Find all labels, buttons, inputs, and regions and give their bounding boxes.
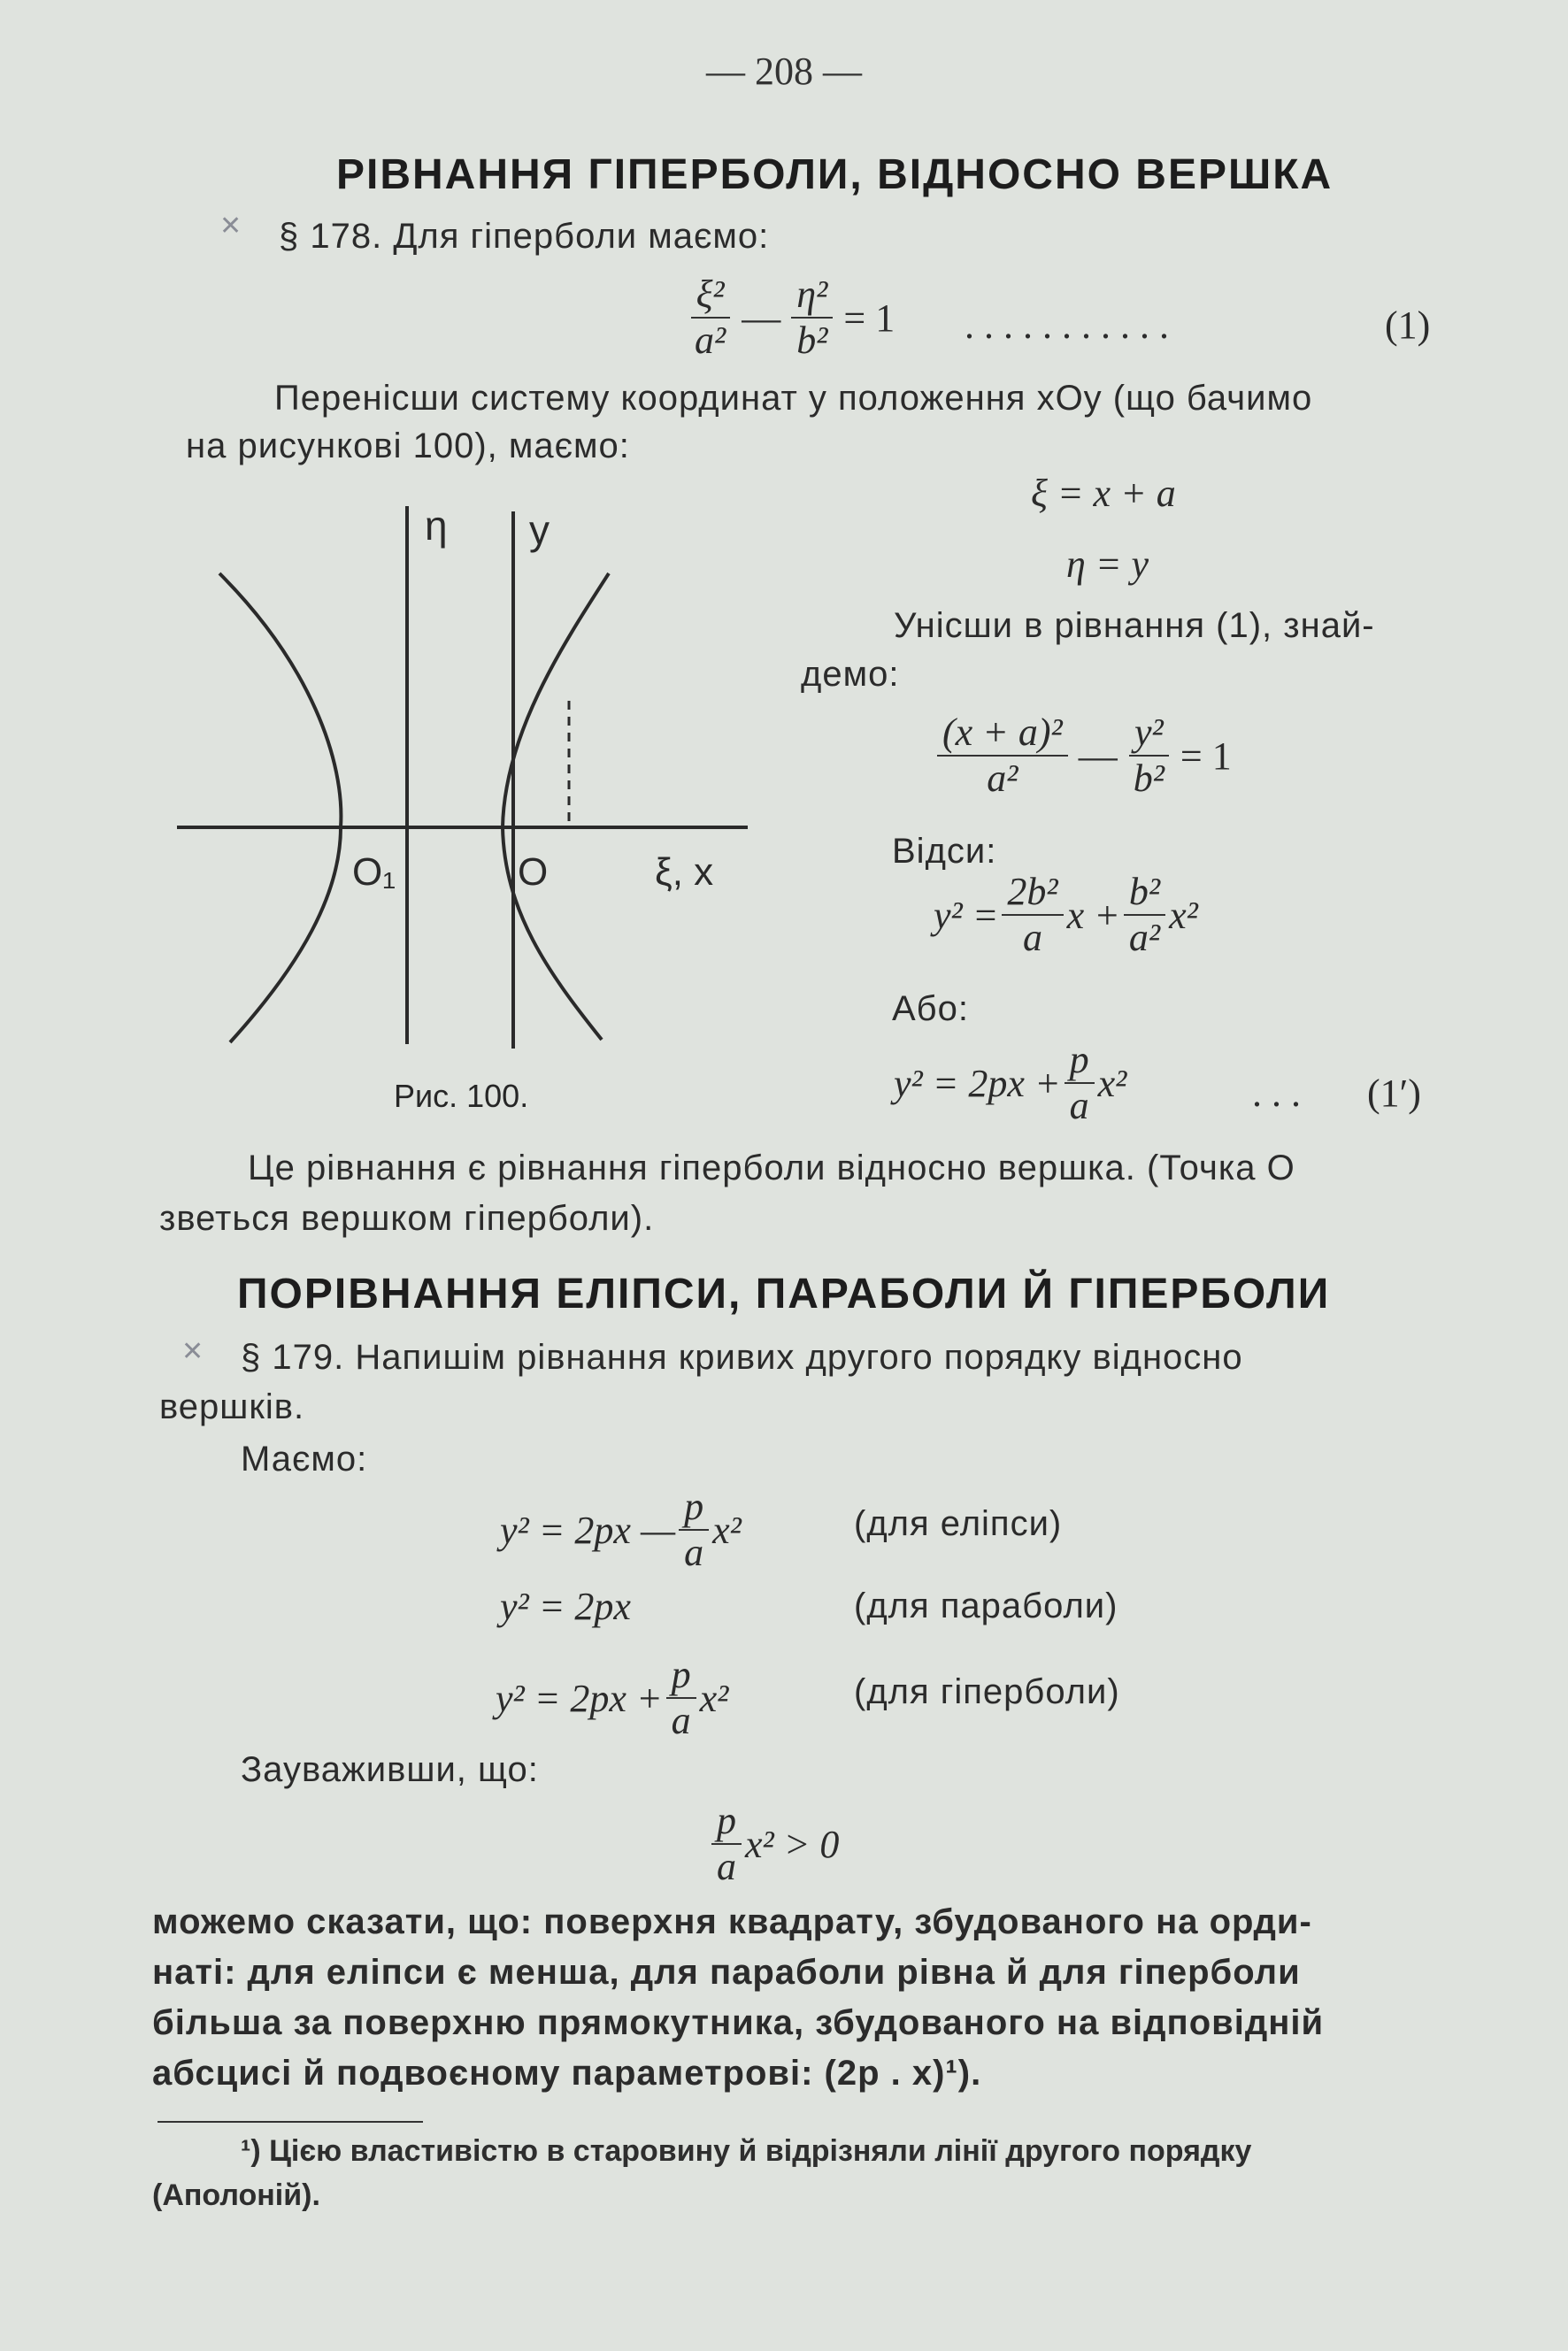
equation-1-prime: y² = 2px + $\frac{p}{a}$ x² <box>894 1038 1127 1128</box>
substitute-text-line2: демо: <box>801 655 900 694</box>
noting-label: Зауваживши, що: <box>241 1750 539 1789</box>
equation-1-leader: . . . . . . . . . . . <box>965 303 1169 347</box>
hence-label: Відси: <box>892 832 997 871</box>
equation-1-prime-leader: . . . <box>1252 1072 1301 1115</box>
closing-text-line2: зветься вершком гіперболи). <box>159 1199 655 1238</box>
label-y: y <box>529 507 550 553</box>
paragraph-mark: § 179. <box>241 1338 345 1377</box>
intro-text: Напишім рівнання кривих другого порядку відносно <box>355 1338 1243 1377</box>
conclusion-line3: більша за поверхню прямокутника, збудованого на відповідній <box>152 2003 1325 2042</box>
footnote-rule <box>158 2121 423 2123</box>
paragraph-179-line2: вершків. <box>159 1387 305 1426</box>
equation-1: $\frac{\text{ξ²}}{\text{a²}}$ — $\frac{\text{η²}}{\text{b²}}$ = 1 <box>686 274 902 361</box>
pencil-mark-icon: ✕ <box>181 1336 204 1367</box>
note-ellipse: (для елiпси) <box>854 1504 1063 1543</box>
page-number: — 208 — <box>706 50 862 93</box>
fraction-xi-over-a: $\frac{\text{ξ²}}{\text{a²}}$ <box>689 274 731 361</box>
inequality: $\frac{p}{a}$ x² > 0 <box>708 1801 839 1887</box>
or-label: Або: <box>892 989 969 1028</box>
conclusion-line2: наті: для еліпси є менша, для параболи рівна й для гіперболи <box>152 1953 1301 1992</box>
footnote-line1: ¹) Цією властивістю в старовину й відрізняли лінії другого порядку <box>241 2134 1252 2168</box>
conclusion-line4: абсцисі й подвоєному параметрові: (2p . x)¹). <box>152 2054 982 2093</box>
equation-parabola: y² = 2px <box>500 1585 631 1628</box>
hyperbola-left-branch <box>219 573 341 1042</box>
substitution-eta: η = y <box>1066 542 1149 586</box>
paragraph-179-line1 <box>241 1338 1243 1378</box>
equation-2: $\frac{\text{(x + a)²}}{\text{a²}}$ — $\frac{\text{y²}}{\text{b²}}$ = 1 <box>934 712 1239 799</box>
hyperbola-right-branch <box>503 573 609 1040</box>
closing-text-line1: Це рівнання є рівнання гіперболи відносно вершка. (Точка O <box>248 1149 1295 1187</box>
paragraph-mark: § 178. <box>279 217 383 256</box>
equation-ellipse: y² = 2px — $\frac{p}{a}$ x² <box>500 1485 742 1575</box>
fraction-eta-over-b: $\frac{\text{η²}}{\text{b²}}$ <box>791 274 833 361</box>
hyperbola-figure <box>159 496 779 1062</box>
conclusion-line1: можемо сказати, що: поверхня квадрату, збудованого на орди- <box>152 1902 1312 1941</box>
paragraph-178-intro <box>279 217 769 257</box>
substitute-text-line1: Унісши в рівнання (1), знай- <box>894 606 1375 645</box>
footnote-line2: (Аполоній). <box>152 2178 320 2212</box>
label-O1: O₁ <box>352 850 396 894</box>
transfer-text-line1: Перенісши систему координат у положення xOy (що бачимо <box>274 379 1313 418</box>
label-eta: η <box>425 503 448 549</box>
have-label: Маємо: <box>241 1440 368 1479</box>
transfer-text-line2: на рисункові 100), маємо: <box>186 426 630 465</box>
equation-1-label: (1) <box>1385 303 1431 347</box>
label-xi-x: ξ, x <box>655 850 714 894</box>
section-heading-comparison: ПОРІВНАННЯ ЕЛІПСИ, ПАРАБОЛИ Й ГІПЕРБОЛИ <box>237 1271 1331 1318</box>
note-hyperbola: (для гіперболи) <box>854 1672 1120 1711</box>
equation-1-prime-label: (1′) <box>1367 1072 1421 1115</box>
section-heading-hyperbola-vertex: РІВНАННЯ ГІПЕРБОЛИ, ВІДНОСНО ВЕРШКА <box>336 151 1334 198</box>
note-parabola: (для параболи) <box>854 1587 1118 1625</box>
equation-hyperbola: y² = 2px + $\frac{p}{a}$ x² <box>496 1653 729 1743</box>
label-O: O <box>518 850 549 894</box>
substitution-xi: ξ = x + a <box>1031 472 1176 515</box>
equation-3: y² = $\frac{\text{2b²}}{a}$ x + $\frac{\text{b²}}{\text{a²}}$ x² <box>934 870 1198 960</box>
pencil-mark-icon: ✕ <box>219 211 242 242</box>
intro-text: Для гіперболи маємо: <box>393 217 770 256</box>
figure-caption: Рис. 100. <box>394 1078 529 1114</box>
